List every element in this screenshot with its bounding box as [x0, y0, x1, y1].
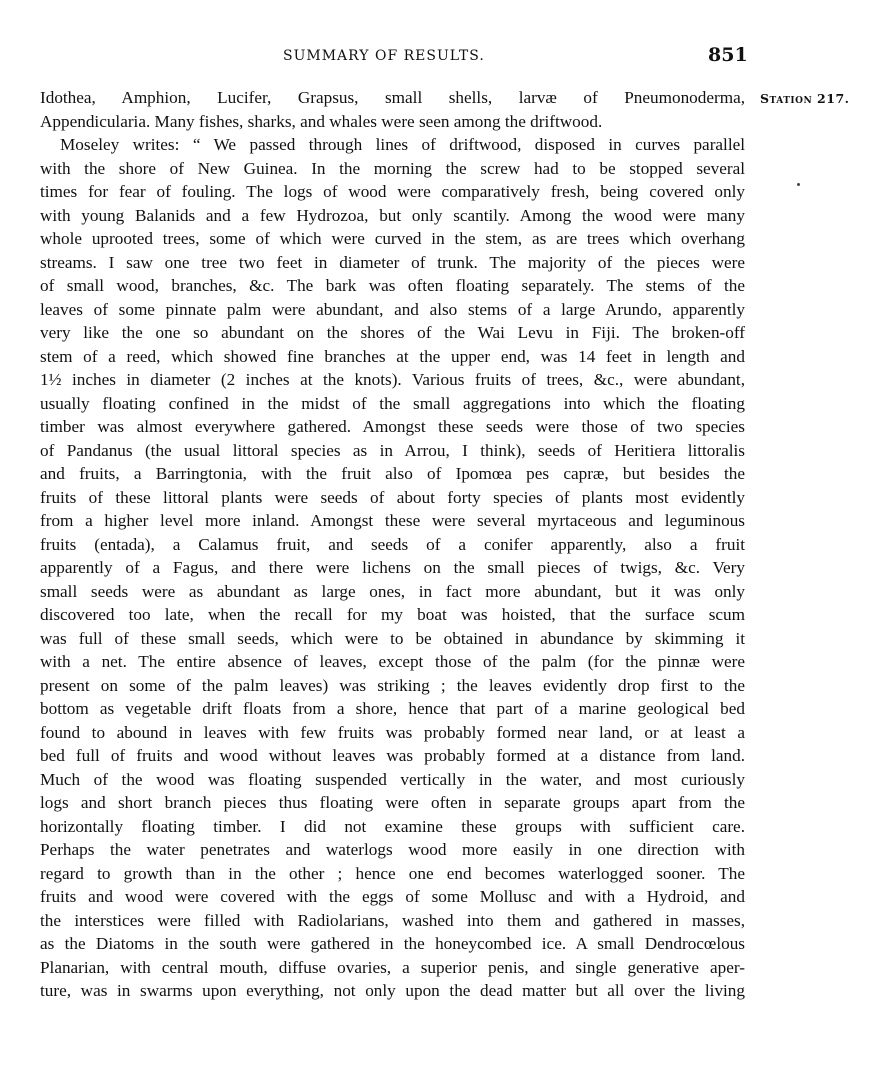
text-line: and fruits, a Barringtonia, with the fruit also of Ipomœa pes capræ, but besides the	[40, 464, 745, 483]
text-line: leaves of some pinnate palm were abundant, and also stems of a large Arundo, apparently	[40, 299, 745, 319]
text-line: found to abound in leaves with few fruits was probably formed near land, or at least a	[40, 722, 745, 742]
text-line: bed full of fruits and wood without leaves was probably formed at a distance from land.	[40, 746, 745, 765]
text-line: of Pandanus (the usual littoral species as in Arrou, I think), seeds of Heritiera littoralis	[40, 440, 745, 460]
text-line: present on some of the palm leaves) was striking ; the leaves evidently drop first to the	[40, 675, 745, 695]
text-line: Idothea, Amphion, Lucifer, Grapsus, small shells, larvæ of Pneumonoderma,	[40, 88, 745, 107]
margin-speck	[797, 183, 800, 186]
text-line: stem of a reed, which showed fine branches at the upper end, was 14 feet in length and	[40, 346, 745, 366]
text-line: regard to growth than in the other ; hence one end becomes waterlogged sooner. The	[40, 863, 745, 883]
text-line: Moseley writes: “ We passed through lines of driftwood, disposed in curves parallel	[60, 135, 745, 154]
text-line: usually floating confined in the midst of the small aggregations into which the floating	[40, 393, 745, 413]
text-line: Much of the wood was floating suspended vertically in the water, and most curiously	[40, 769, 745, 789]
station-label-text: Station 217.	[760, 91, 850, 106]
text-line: the interstices were filled with Radiolarians, washed into them and gathered in masses,	[40, 910, 745, 930]
text-line: times for fear of fouling. The logs of wood were comparatively fresh, being covered only	[40, 182, 745, 201]
text-line: very like the one so abundant on the shores of the Wai Levu in Fiji. The broken-off	[40, 323, 745, 342]
text-line: ture, was in swarms upon everything, not only upon the dead matter but all over the living	[40, 981, 745, 1000]
text-line: logs and short branch pieces thus floating were often in separate groups apart from the	[40, 793, 745, 812]
station-margin-label	[760, 91, 850, 106]
text-line: small seeds were as abundant as large ones, in fact more abundant, but it was only	[40, 581, 745, 601]
text-line: with a net. The entire absence of leaves, except those of the palm (for the pinnæ were	[40, 652, 745, 671]
text-line: apparently of a Fagus, and there were lichens on the small pieces of twigs, &c. Very	[40, 558, 745, 577]
text-line: Perhaps the water penetrates and waterlogs wood more easily in one direction with	[40, 840, 745, 859]
text-line: with the shore of New Guinea. In the morning the screw had to be stopped several	[40, 158, 745, 178]
text-line: from a higher level more inland. Amongst these were several myrtaceous and leguminous	[40, 511, 745, 530]
text-line: 1½ inches in diameter (2 inches at the knots). Various fruits of trees, &c., were abundant,	[40, 370, 745, 389]
text-line: was full of these small seeds, which were to be obtained in abundance by skimming it	[40, 628, 745, 648]
text-line: whole uprooted trees, some of which were curved in the stem, as are trees which overhang	[40, 229, 745, 248]
running-title: SUMMARY OF RESULTS.	[283, 48, 485, 64]
text-line: streams. I saw one tree two feet in diameter of trunk. The majority of the pieces were	[40, 252, 745, 272]
text-line: fruits (entada), a Calamus fruit, and seeds of a conifer apparently, also a fruit	[40, 534, 745, 554]
text-line: with young Balanids and a few Hydrozoa, but only scantily. Among the wood were many	[40, 205, 745, 225]
text-line: fruits of these littoral plants were seeds of about forty species of plants most evidently	[40, 487, 745, 507]
text-line: fruits and wood were covered with the eggs of some Mollusc and with a Hydroid, and	[40, 887, 745, 906]
text-line: Planarian, with central mouth, diffuse ovaries, a superior penis, and single generative aper-	[40, 957, 745, 977]
text-line: horizontally floating timber. I did not examine these groups with sufficient care.	[40, 816, 745, 836]
text-line: as the Diatoms in the south were gathered in the honeycombed ice. A small Dendrocœlous	[40, 934, 745, 953]
text-line: discovered too late, when the recall for my boat was hoisted, that the surface scum	[40, 605, 745, 624]
text-line: of small wood, branches, &c. The bark was often floating separately. The stems of the	[40, 276, 745, 295]
text-line: timber was almost everywhere gathered. Amongst these seeds were those of two species	[40, 417, 745, 436]
body-text	[40, 86, 745, 1003]
text-line: bottom as vegetable drift floats from a shore, hence that part of a marine geological bed	[40, 699, 745, 718]
text-line: Appendicularia. Many fishes, sharks, and whales were seen among the driftwood.	[40, 111, 603, 131]
page-number: 851	[708, 44, 748, 66]
